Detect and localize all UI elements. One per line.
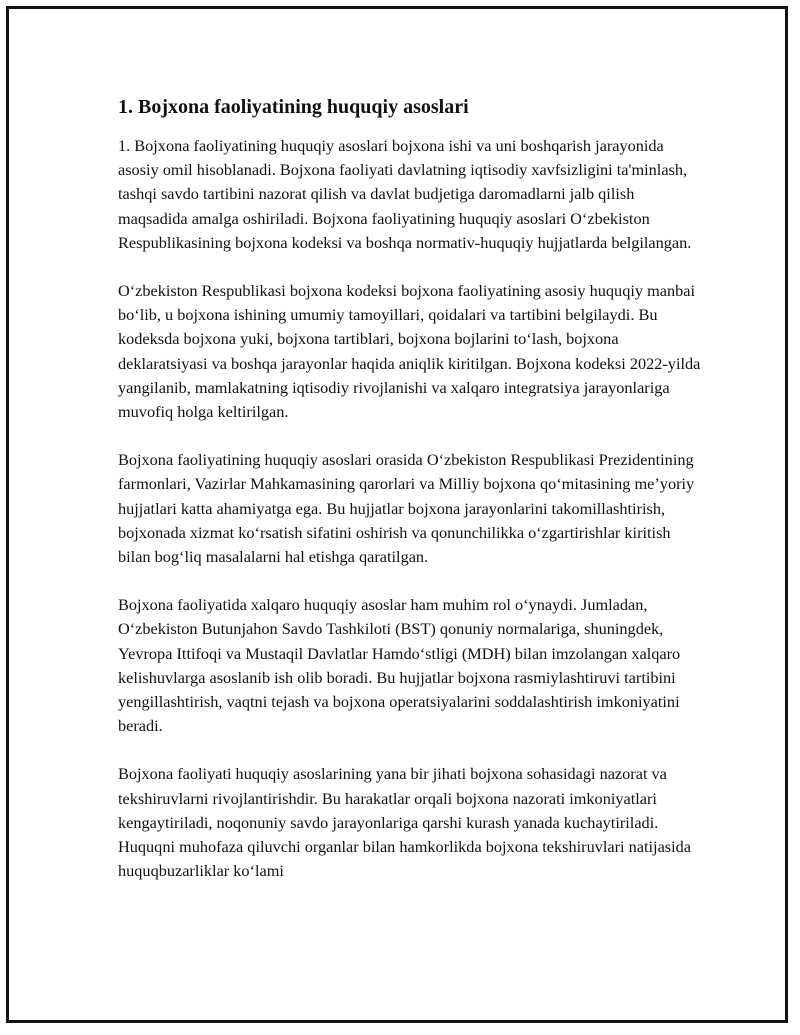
paragraph-3: Bojxona faoliyatining huquqiy asoslari orasida O‘zbekiston Respublikasi Prezidentining farmonlari, Vazirlar Mahkamasining qarorlari va Milliy bojxona qo‘mitasining me’yoriy hujjatlari katta ahamiyatga ega. Bu hujjatlar bojxona jarayonlarini takomillashtirish, bojxonada xizmat ko‘rsatish sifatini oshirish va qonunchilikka o‘zgartirishlar kiritish bilan bog‘liq masalalarni hal etishga qaratilgan. — [118, 450, 695, 567]
paragraph-1: 1. Bojxona faoliyatining huquqiy asoslari bojxona ishi va uni boshqarish jarayonida asosiy omil hisoblanadi. Bojxona faoliyati davlatning iqtisodiy xavfsizligini ta'minlash, tashqi savdo tartibini nazorat qilish va davlat budjetiga daromadlarni jalb qilish maqsadida amalga oshiriladi. Bojxona faoliyatining huquqiy asoslari O‘zbekiston Respublikasining bojxona kodeksi va boshqa normativ-huquqiy hujjatlarda belgilangan. — [118, 136, 692, 252]
paragraph-5: Bojxona faoliyati huquqiy asoslarining yana bir jihati bojxona sohasidagi nazorat va tekshiruvlarni rivojlantirishdir. Bu harakatlar orqali bojxona nazorati imkoniyatlari kengaytiriladi, noqonuniy savdo jarayonlariga qarshi kurash yanada kuchaytiriladi. Huquqni muhofaza qiluvchi organlar bilan hamkorlikda bojxona tekshiruvlari natijasida huquqbuzarliklar ko‘lami — [118, 764, 692, 881]
paragraph-4: Bojxona faoliyatida xalqaro huquqiy asoslar ham muhim rol o‘ynaydi. Jumladan, O‘zbekiston Butunjahon Savdo Tashkiloti (BST) qonuniy normalariga, shuningdek, Yevropa Ittifoqi va Mustaqil Davlatlar Hamdo‘stligi (MDH) bilan imzolangan xalqaro kelishuvlarga asoslanib ish olib boradi. Bu hujjatlar bojxona rasmiylashtiruvi tartibini yengillashtirish, vaqtni tejash va bojxona operatsiyalarini soddalashtirish imkoniyatini beradi. — [118, 595, 681, 736]
document-body — [118, 86, 703, 907]
document-title: 1. Bojxona faoliyatining huquqiy asoslari — [118, 96, 469, 118]
paragraph-2: O‘zbekiston Respublikasi bojxona kodeksi bojxona faoliyatining asosiy huquqiy manbai bo‘lib, u bojxona ishining umumiy tamoyillari, qoidalari va tartibini belgilaydi. Bu kodeksda bojxona yuki, bojxona tartiblari, bojxona bojlarini to‘lash, bojxona deklaratsiyasi va boshqa jarayonlar haqida aniqlik kiritilgan. Bojxona kodeksi 2022-yilda yangilanib, mamlakatning iqtisodiy rivojlanishi va xalqaro integratsiya jarayonlariga muvofiq holga keltirilgan. — [118, 281, 701, 422]
